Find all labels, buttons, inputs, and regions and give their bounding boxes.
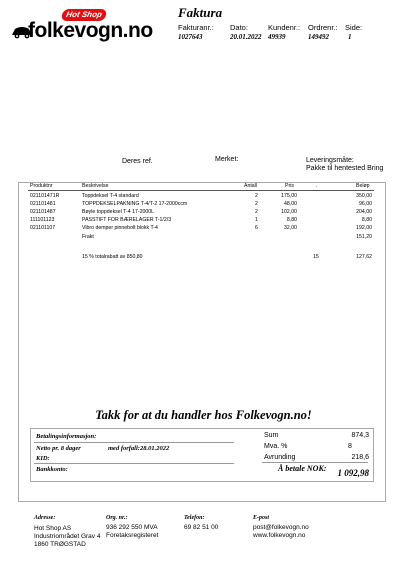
date-label: Dato: bbox=[230, 23, 248, 32]
freight-label: Frakt bbox=[82, 234, 94, 240]
row-beskrivelse: TOPPDEKSELPAKNING T-4/T-2 17-2000ccm bbox=[82, 201, 188, 207]
order-number-label: Ordrenr.: bbox=[308, 23, 338, 32]
due-date: med forfall:28.01.2022 bbox=[108, 445, 170, 452]
row-pris: 175,00 bbox=[281, 193, 297, 199]
row-belop: 192,00 bbox=[356, 225, 372, 231]
net-days: Netto pr. 8 dager bbox=[36, 445, 81, 452]
invoice-number-label: Fakturanr.: bbox=[178, 23, 214, 32]
row-produktnr: 111101123 bbox=[30, 217, 55, 223]
email-label: E-post bbox=[253, 515, 270, 521]
row-antall: 6 bbox=[255, 225, 258, 231]
col-produktnr: Produktnr bbox=[30, 183, 53, 189]
phone-label: Telefon: bbox=[184, 515, 205, 521]
rounding-value: 218,6 bbox=[351, 454, 369, 461]
col-dot: . bbox=[316, 183, 318, 189]
sum-label: Sum bbox=[264, 432, 279, 439]
kid-label: KID: bbox=[36, 455, 50, 462]
header-rule bbox=[28, 190, 374, 191]
row-pris: 48,00 bbox=[284, 201, 297, 207]
kid-rule bbox=[34, 463, 234, 464]
email-address[interactable]: post@folkevogn.no bbox=[253, 524, 309, 531]
row-produktnr: 021101487 bbox=[30, 209, 56, 215]
row-beskrivelse: Bøyle toppdeksel T-4 17-2000L bbox=[82, 209, 154, 215]
logo-badge: Hot Shop bbox=[61, 9, 108, 21]
invoice-number: 1027643 bbox=[178, 33, 203, 41]
row-beskrivelse: Vibro demper pinnebolt blokk T-4 bbox=[82, 225, 158, 231]
freight-amount: 151,20 bbox=[356, 234, 372, 240]
sum-value: 874,3 bbox=[351, 432, 369, 439]
address-line: Hot Shop AS bbox=[34, 525, 72, 532]
website-link[interactable]: www.folkevogn.no bbox=[253, 532, 306, 539]
address-label: Adresse: bbox=[34, 515, 56, 521]
row-belop: 8,80 bbox=[361, 217, 372, 223]
row-produktnr: 021101107 bbox=[30, 225, 56, 231]
rounding-label: Avrunding bbox=[264, 454, 296, 461]
row-antall: 2 bbox=[255, 209, 258, 215]
col-belop: Beløp bbox=[356, 183, 370, 189]
payment-rule bbox=[34, 442, 234, 443]
business-register: Foretaksregisteret bbox=[106, 532, 159, 539]
discount-percent: 15 bbox=[313, 254, 319, 260]
customer-number-label: Kundenr.: bbox=[268, 23, 301, 32]
payment-info-label: Betalingsinformasjon: bbox=[36, 433, 97, 440]
org-number: 936 292 550 MVA bbox=[106, 524, 158, 531]
col-pris: Pris bbox=[285, 183, 294, 189]
customer-number: 49939 bbox=[268, 33, 286, 41]
address-line: Industriområdet Grav 4 bbox=[34, 533, 101, 540]
thank-you-message: Takk for at du handler hos Folkevogn.no! bbox=[95, 408, 312, 422]
col-beskrivelse: Beskrivelse bbox=[82, 183, 109, 189]
row-antall: 1 bbox=[255, 217, 258, 223]
vat-label: Mva. % bbox=[264, 443, 288, 450]
row-produktnr: 021101471R bbox=[30, 193, 60, 199]
row-belop: 96,00 bbox=[359, 201, 372, 207]
deres-ref-label: Deres ref. bbox=[122, 158, 153, 165]
row-belop: 204,00 bbox=[356, 209, 372, 215]
amount-due-value: 1 092,98 bbox=[337, 468, 369, 478]
row-pris: 8,80 bbox=[286, 217, 297, 223]
delivery-method: Pakke til hentested Bring bbox=[306, 165, 384, 172]
row-beskrivelse: Toppdeksel T-4 standard bbox=[82, 193, 139, 199]
row-pris: 102,00 bbox=[281, 209, 297, 215]
brand-name: folkevogn.no bbox=[28, 19, 153, 42]
phone-number: 69 82 51 00 bbox=[184, 524, 219, 531]
delivery-method-label: Leveringsmåte: bbox=[306, 157, 354, 164]
row-produktnr: 021101481 bbox=[30, 201, 56, 207]
org-number-label: Org. nr.: bbox=[106, 515, 128, 521]
vat-value: 8 bbox=[348, 443, 352, 450]
row-antall: 2 bbox=[255, 193, 258, 199]
bank-account-label: Bankkonto: bbox=[36, 466, 68, 473]
page-number: 1 bbox=[348, 33, 352, 41]
page-label: Side: bbox=[345, 23, 363, 32]
total-rule bbox=[262, 462, 368, 463]
amount-due-label: Å betale NOK: bbox=[278, 464, 327, 473]
invoice-date: 20.01.2022 bbox=[230, 33, 262, 41]
col-antall: Antall bbox=[244, 183, 257, 189]
merket-label: Merket: bbox=[215, 156, 239, 163]
discount-label: 15 % totalrabatt av 850,80 bbox=[82, 254, 143, 260]
document-title: Faktura bbox=[178, 5, 223, 20]
row-antall: 2 bbox=[255, 201, 258, 207]
order-number: 149492 bbox=[308, 33, 329, 41]
discount-amount: 127,62 bbox=[356, 254, 372, 260]
row-pris: 32,00 bbox=[284, 225, 297, 231]
address-line: 1860 TRØGSTAD bbox=[34, 541, 86, 548]
row-belop: 350,00 bbox=[356, 193, 372, 199]
row-beskrivelse: PASSTIFT FOR BÆRELAGER T-1/2/3 bbox=[82, 217, 172, 223]
